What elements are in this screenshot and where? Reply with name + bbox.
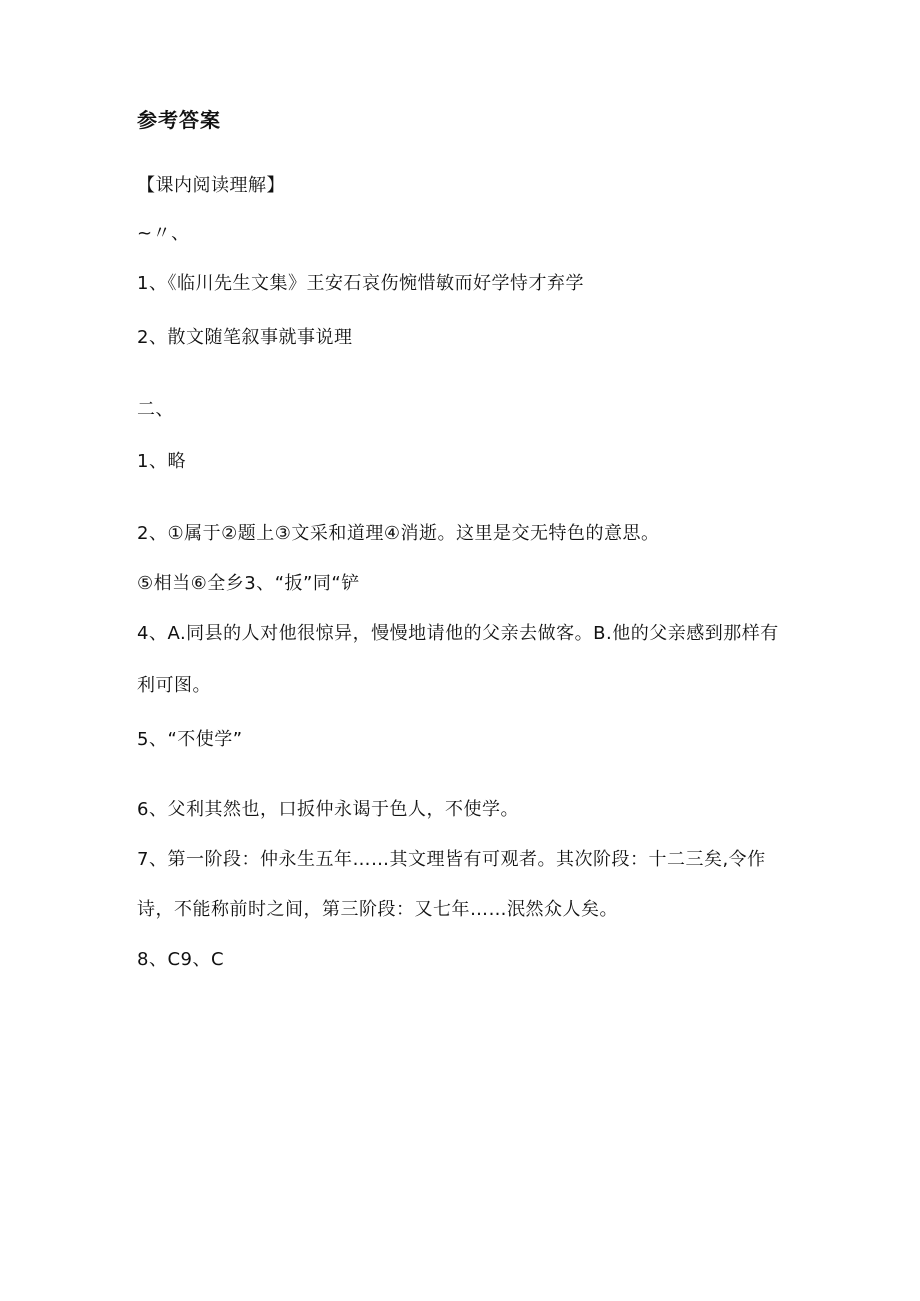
- section-one-marker: ~〃、: [137, 223, 190, 244]
- answer-2-2-line1: 2、①属于②题上③文采和道理④消逝。这里是交无特色的意思。: [137, 523, 660, 544]
- answer-2-1: 1、略: [137, 451, 186, 472]
- answer-1-2: 2、散文随笔叙事就事说理: [137, 327, 353, 348]
- section-heading: 【课内阅读理解】: [137, 175, 285, 196]
- answer-2-5: 5、“不使学”: [137, 729, 243, 750]
- answer-2-2-line2: ⑤相当⑥全乡3、“扳”同“铲: [137, 573, 360, 594]
- answer-1-1: 1、《临川先生文集》王安石哀伤惋惜敏而好学恃才弃学: [137, 273, 584, 294]
- answer-2-4-line1: 4、A.同县的人对他很惊异，慢慢地请他的父亲去做客。B.他的父亲感到那样有: [137, 623, 779, 644]
- answer-2-7-line2: 诗，不能称前时之间，第三阶段：又七年……泯然众人矣。: [137, 899, 618, 920]
- answer-2-8: 8、C9、C: [137, 949, 225, 970]
- answer-2-6: 6、父利其然也，口扳仲永谒于色人，不使学。: [137, 799, 519, 820]
- section-two-marker: 二、: [137, 399, 174, 420]
- answer-2-7-line1: 7、第一阶段：仲永生五年……其文理皆有可观者。其次阶段：十二三矣,令作: [137, 849, 766, 870]
- page-title: 参考答案: [137, 108, 221, 132]
- answer-2-4-line2: 利可图。: [137, 675, 211, 696]
